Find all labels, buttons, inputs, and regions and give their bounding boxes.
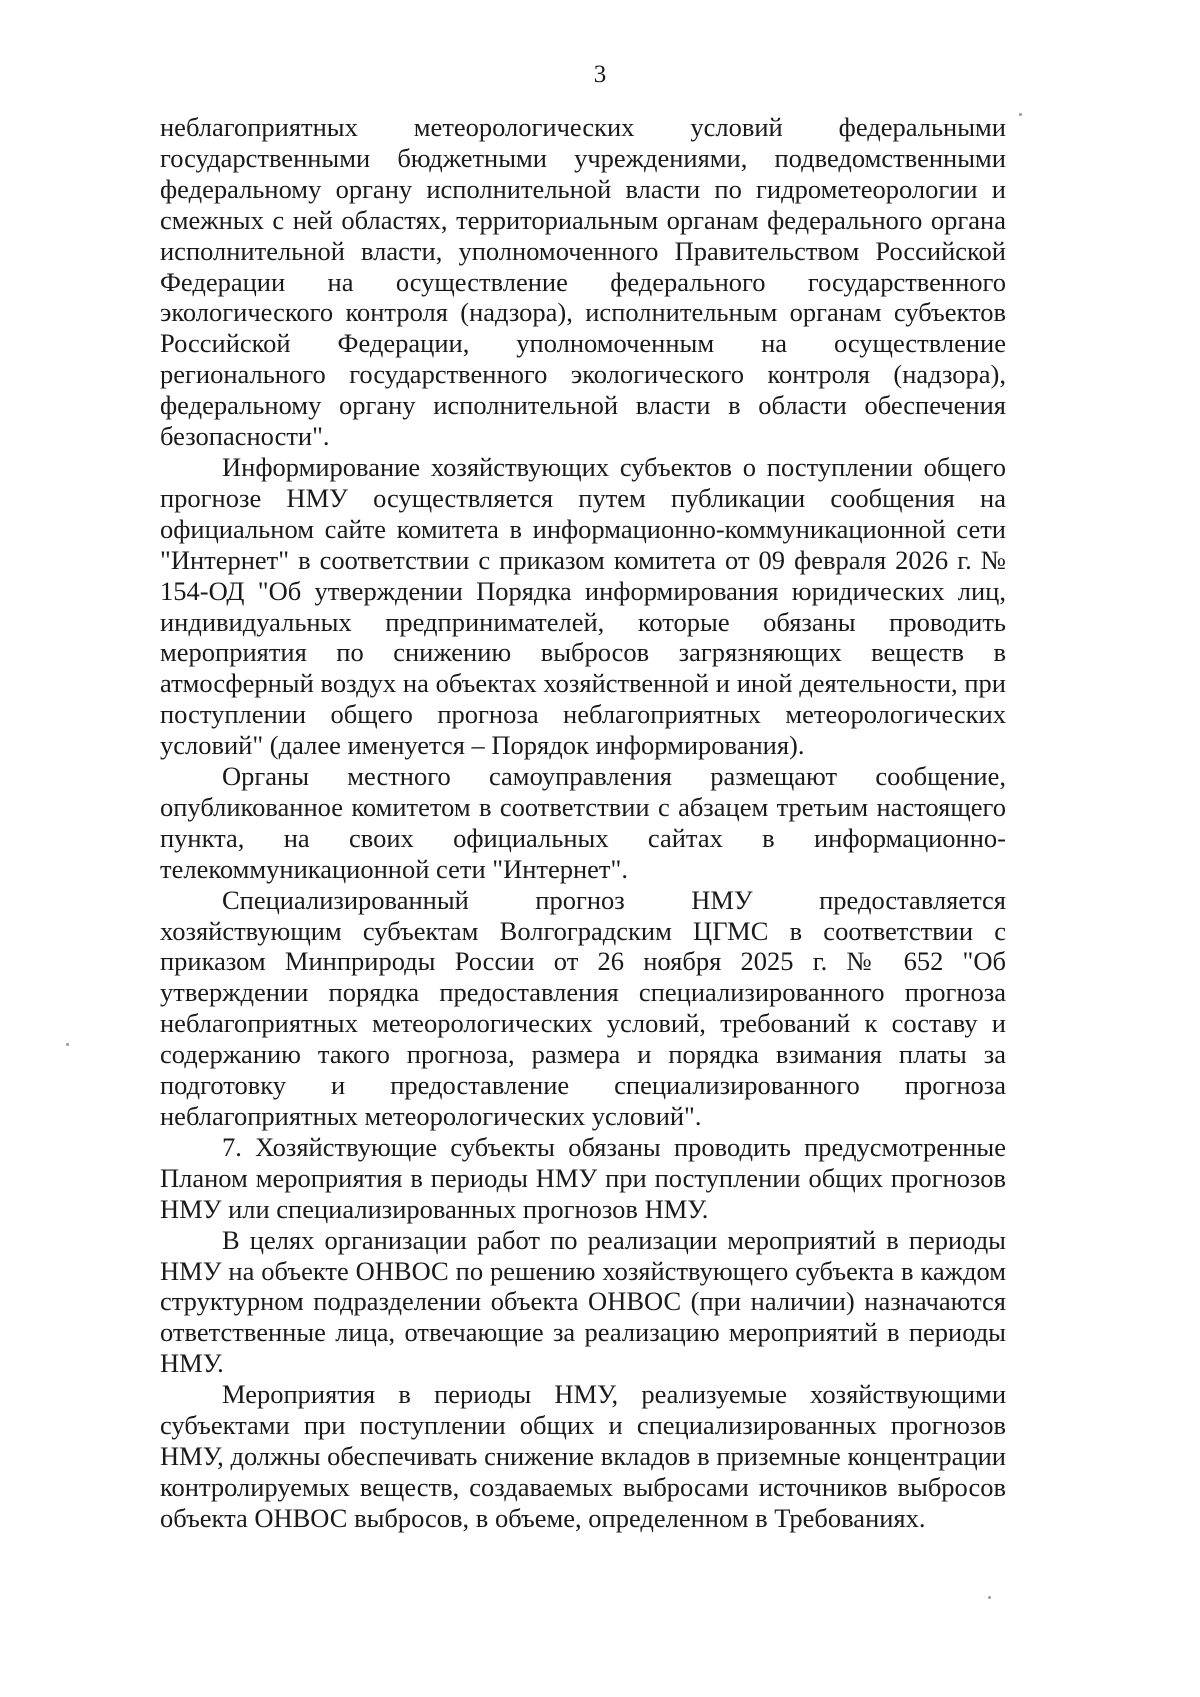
paragraph-informing: Информирование хозяйствующих субъектов о поступлении общего прогнозе НМУ осуществляется путем публикации сообщения на официальном сайте комитета в информационно-коммуникационной сети "Интернет" в соответствии с приказом комитета от 09 февраля 2026 г. № 154-ОД "Об утверждении Порядка информирования юридических лиц, индивидуальных предпринимателей, которые обязаны проводить мероприятия по снижению выбросов загрязняющих веществ в атмосферный воздух на объектах хозяйственной и иной деятельности, при поступлении общего прогноза неблагоприятных метеорологических условий" (далее именуется – Порядок информирования). (160, 451, 1006, 761)
scan-speck (1019, 113, 1022, 116)
page-number: 3 (593, 61, 607, 88)
paragraph-local-government: Органы местного самоуправления размещают сообщение, опубликованное комитетом в соответствии с абзацем третьим настоящего пункта, на своих официальных сайтах в информационно-телекоммуникационной сети "Интернет". (160, 761, 1006, 884)
scan-speck (988, 1596, 991, 1599)
paragraph-continuation: неблагоприятных метеорологических условий федеральными государственными бюджетными учреждениями, подведомственными федеральному органу исполнительной власти по гидрометеорологии и смежных с ней областях, территориальным органам федерального органа исполнительной власти, уполномоченного Правительством Российской Федерации на осуществление федерального государственного экологического контроля (надзора), исполнительным органам субъектов Российской Федерации, уполномоченным на осуществление регионального государственного экологического контроля (надзора), федеральному органу исполнительной власти в области обеспечения безопасности". (160, 112, 1006, 452)
paragraph-responsible-persons: В целях организации работ по реализации мероприятий в периоды НМУ на объекте ОНВОС по решению хозяйствующего субъекта в каждом структурном подразделении объекта ОНВОС (при наличии) назначаются ответственные лица, отвечающие за реализацию мероприятий в периоды НМУ. (160, 1224, 1006, 1379)
paragraph-measures-effect: Мероприятия в периоды НМУ, реализуемые хозяйствующими субъектами при поступлении общих и специализированных прогнозов НМУ, должны обеспечивать снижение вкладов в приземные концентрации контролируемых веществ, создаваемых выбросами источников выбросов объекта ОНВОС выбросов, в объеме, определенном в Требованиях. (160, 1379, 1006, 1533)
paragraph-specialized-forecast: Специализированный прогноз НМУ предоставляется хозяйствующим субъектам Волгоградским ЦГМС в соответствии с приказом Минприроды России от 26 ноября 2025 г. № 652 "Об утверждении порядка предоставления специализированного прогноза неблагоприятных метеорологических условий, требований к составу и содержанию такого прогноза, размера и порядка взимания платы за подготовку и предоставление специализированного прогноза неблагоприятных метеорологических условий". (160, 884, 1006, 1131)
scan-speck (66, 1043, 69, 1046)
document-body (160, 112, 1006, 1534)
paragraph-item-7: 7. Хозяйствующие субъекты обязаны проводить предусмотренные Планом мероприятия в периоды НМУ при поступлении общих прогнозов НМУ или специализированных прогнозов НМУ. (160, 1131, 1006, 1224)
